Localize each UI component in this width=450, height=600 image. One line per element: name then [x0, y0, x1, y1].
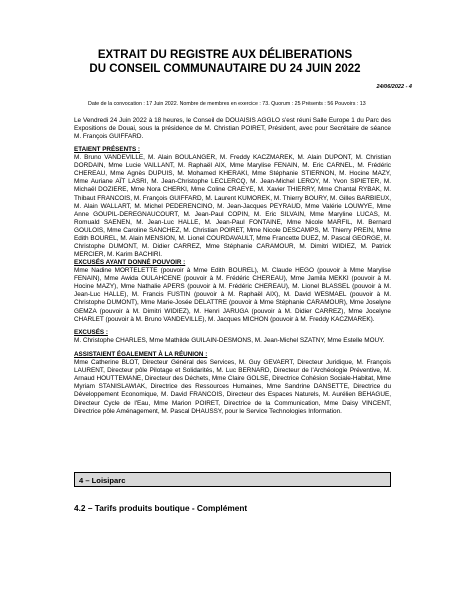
section-title: 4 – Loisiparc [79, 476, 126, 485]
excused-proxy-heading: EXCUSÉS AYANT DONNÉ POUVOIR : [74, 259, 186, 266]
document-title-line2: DU CONSEIL COMMUNAUTAIRE DU 24 JUIN 2022 [89, 63, 361, 75]
document-title-line1: EXTRAIT DU REGISTRE AUX DÉLIBERATIONS [97, 49, 353, 61]
presents-section [74, 146, 391, 259]
attendees-list: Mme Catherine BLOT, Directeur Général des Services, M. Guy GEVAERT, Directeur Juridique, M. François LAURENT, Directeur pôle Pilotage et Solidarités, M. Luc BERNARD, Directeur de l'Archéologie Préventive, M. Arnaud HOUTTEMANE, Directeur des Déchets, Mme Claire GOLSE, Directrice Cohésion Sociale-Habitat, Mme Myriam STANISLAWIAK, Directrice des Ressources Humaines, Mme Sandrine DANSETTE, Directrice du Développement Economique, M. David FRANCOIS, Directeur des Espaces Naturels, M. Aurélien BEHAGUE, Directeur Cycle de l'Eau, Mme Marion POIRET, Directrice de la Communication, Mme Daisy VINCENT, Directrice pôle Aménagement, M. Pascal DHAUSSY, pour le Service Technologies Information. [74, 359, 391, 415]
section-header-bar [74, 472, 391, 487]
excused-list: M. Christophe CHARLES, Mme Mathilde GUILAIN-DESMONS, M. Jean-Michel SZATNY, Mme Estelle MOUY. [74, 337, 385, 345]
deliberation-reference: 24/06/2022 - 4 [376, 84, 412, 90]
excused-heading: EXCUSÉS : [74, 329, 108, 336]
excused-proxy-list: Mme Nadine MORTELETTE (pouvoir à Mme Edith BOUREL), M. Claude HEGO (pouvoir à Mme Marylise FENAIN), Mme Awida OULAHCENE (pouvoir à M. Frédéric CHEREAU), Mme Jamila MEKKI (pouvoir à M. Hocine MAZY), Mme Nathalie APERS (pouvoir à M. Frédéric CHEREAU), M. Lionel BLASSEL (pouvoir à M. Jean-Luc HALLE), M. Francis FUSTIN (pouvoir à M. Raphaël AIX), M. David WESMAEL (pouvoir à M. Christophe DUMONT), Mme Marie-Josée DELATTRE (pouvoir à Mme Stéphanie CARAMOUR), Mme Joselyne GEMZA (pouvoir à M. Dimitri WIDIEZ), M. Henri JARUGA (pouvoir à M. Didier CARREZ), Mme Jocelyne CHARLET (pouvoir à M. Bruno VANDEVILLE), M. Jacques MICHON (pouvoir à M. Freddy KACZMAREK). [74, 267, 391, 323]
intro-paragraph: Le Vendredi 24 Juin 2022 à 18 heures, le Conseil de DOUAISIS AGGLO s'est réuni Salle Europe 1 du Parc des Expositions de Douai, sous la présidence de M. Christian POIRET, Président, avec pour Secrétaire de séance M. François GUIFFARD. [74, 117, 391, 141]
excused-section [74, 329, 391, 345]
convocation-line: Date de la convocation : 17 Juin 2022. Nombre de membres en exercice : 73. Quorum : 25 Présents : 56 Pouvoirs : 13 [88, 101, 366, 107]
subsection-title: 4.2 – Tarifs produits boutique - Complément [74, 503, 248, 513]
excused-proxy-section [74, 259, 391, 324]
presents-heading: ETAIENT PRÉSENTS : [74, 146, 141, 153]
presents-list: M. Bruno VANDEVILLE, M. Alain BOULANGER, M. Freddy KACZMAREK, M. Alain DUPONT, M. Christian DORDAIN, Mme Lucie VAILLANT, M. Raphaël AIX, Mme Marylise FENAIN, M. Eric CARNEL, M. Frédéric CHEREAU, Mme Agnès DUPUIS, M. Mohamed KHERAKI, Mme Stéphanie STIERNON, M. Hocine MAZY, Mme Auriane AÏT LASRI, M. Jean-Christophe LECLERCQ, M. Jean-Michel LEROY, M. Yvon SIPIETER, M. Michaël DOZIERE, Mme Nora CHERKI, Mme Coline CRAEYE, M. Xavier THIERRY, Mme Chantal RYBAK, M. Thibaut FRANCOIS, M. François GUIFFARD, M. Laurent KUMOREK, M. Thierry BOURY, M. Gilles BARBIEUX, M. Alain WALLART, M. Michel PEDERENCINO, M. Jean-Jacques PEYRAUD, Mme Valérie LOUWYE, Mme Anne GOUPIL-DEREGNAUCOURT, M. Jean-Paul COPIN, M. Eric SILVAIN, Mme Maryline LUCAS, M. Romuald SAENEN, M. Jean-Luc HALLE, M. Jean-Paul FONTAINE, Mme Nicole MARFIL, M. Bernard GOULOIS, Mme Caroline SANCHEZ, M. Christian POIRET, Mme Nicole DESCAMPS, M. Thierry PREIN, Mme Edith BOUREL, M. Alain MENSION, M. Lionel COURDAVAULT, Mme Francette DUEZ, M. Pascal GEORGE, M. Christophe DUMONT, M. Didier CARREZ, Mme Stéphanie CARAMOUR, M. Dimitri WIDIEZ, M. Patrick MERCIER, M. Karim BACHIRI. [74, 154, 391, 259]
attendees-heading: ASSISTAIENT ÉGALEMENT À LA RÉUNION : [74, 351, 208, 358]
attendees-section [74, 351, 391, 416]
